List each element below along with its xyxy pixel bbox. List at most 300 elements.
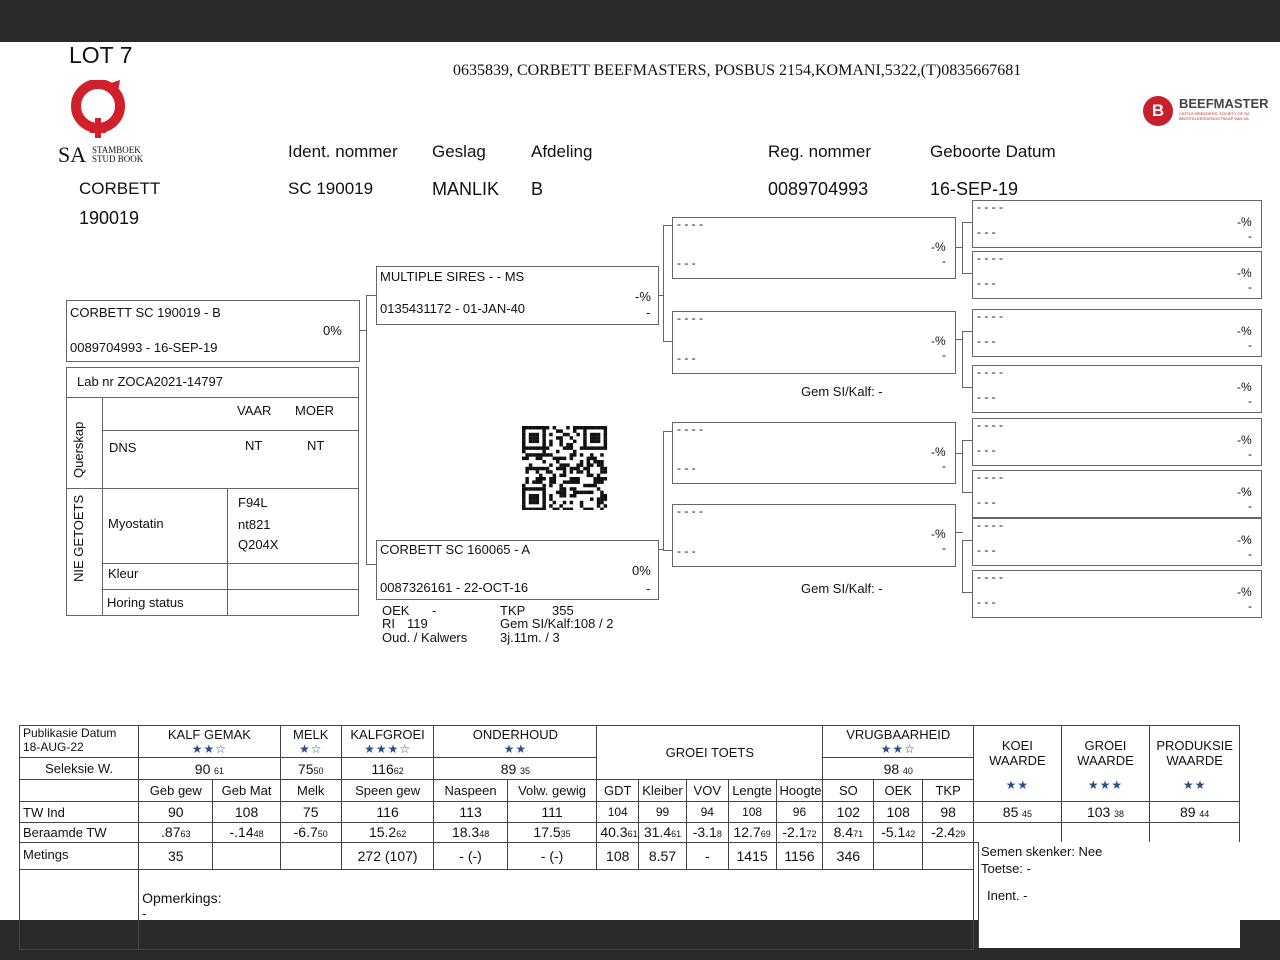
dam-dash: - <box>646 581 651 596</box>
placeholder-top: - - - - <box>677 422 703 436</box>
placeholder-bottom: - - - <box>977 276 996 290</box>
beraamde-value <box>280 823 341 842</box>
reg-value: 0089704993 <box>768 179 869 199</box>
column-header: VOV <box>686 780 728 802</box>
animal-name: CORBETT <box>79 179 161 198</box>
placeholder-bottom: - - - <box>977 543 996 557</box>
myostatin-label: Myostatin <box>108 516 164 531</box>
beraamde-value <box>213 823 280 842</box>
placeholder-bottom: - - - <box>977 595 996 609</box>
sel-vrug-value: 98 <box>883 760 900 777</box>
metings-value: 272 (107) <box>341 842 434 869</box>
column-header: Volw. gewig <box>507 780 597 802</box>
beraamde-number: 8.4 <box>833 824 854 841</box>
dam-ri-value: 119 <box>407 616 428 631</box>
stud-book-emblem-icon <box>68 80 132 140</box>
great-grandparent-box <box>972 518 1262 566</box>
sel-onderhoud-acc: 35 <box>519 765 530 776</box>
placeholder-top: - - - - <box>977 200 1003 214</box>
connector <box>962 492 972 493</box>
placeholder-bottom: - - - <box>977 390 996 404</box>
produksie-waarde-label: PRODUKSIE WAARDE <box>1156 738 1233 768</box>
beraamde-number: 15.2 <box>368 824 397 841</box>
great-grandparent-box <box>972 309 1262 357</box>
placeholder-dash: - <box>942 348 946 362</box>
stud-book-line2: STUD BOOK <box>92 154 144 164</box>
melk-stars: ★☆ <box>298 741 323 756</box>
dam-oek-value: - <box>432 603 437 618</box>
metings-value: 108 <box>597 842 639 869</box>
placeholder-top: - - - - <box>977 518 1003 532</box>
vrugbaarheid-header <box>823 726 974 758</box>
beraamde-acc: 8 <box>716 829 722 840</box>
placeholder-pct: -% <box>1237 380 1252 394</box>
tw-waarde-acc: 38 <box>1113 809 1124 820</box>
geboorte-label: Geboorte Datum <box>930 142 1056 161</box>
blank-cell <box>1150 823 1240 842</box>
beraamde-acc: 61 <box>627 829 638 840</box>
semen-info-panel <box>978 842 1240 948</box>
kalf-gemak-label: KALF GEMAK <box>167 726 251 742</box>
opmerkings-value: - <box>142 905 147 921</box>
connector <box>366 564 376 565</box>
kalf-gemak-header <box>139 726 281 758</box>
koei-waarde-label: KOEI WAARDE <box>989 738 1046 768</box>
metings-value <box>280 842 341 869</box>
metings-value: 8.57 <box>639 842 687 869</box>
placeholder-dash: - <box>1248 394 1252 408</box>
connector <box>962 592 972 593</box>
koei-stars: ★★ <box>1005 778 1030 792</box>
placeholder-bottom: - - - <box>977 495 996 509</box>
sel-kalf-gemak-value: 90 <box>194 760 211 777</box>
beraamde-value <box>874 823 923 842</box>
lab-number: Lab nr ZOCA2021-14797 <box>77 374 223 389</box>
myostatin-nt821: nt821 <box>238 517 271 532</box>
tw-ind-value: 116 <box>341 802 434 823</box>
column-header: Geb gew <box>139 780 213 802</box>
tw-ind-value: 108 <box>213 802 280 823</box>
tw-ind-value: 98 <box>923 802 974 823</box>
myostatin-f94l: F94L <box>238 495 268 510</box>
koei-waarde-header <box>974 726 1062 802</box>
sire-line2: 0135431172 - 01-JAN-40 <box>380 301 526 316</box>
placeholder-bottom: - - - <box>677 544 696 558</box>
tw-ind-value: 102 <box>823 802 874 823</box>
blank-cell <box>1061 823 1150 842</box>
subject-line1: CORBETT SC 190019 - B <box>70 305 221 320</box>
reg-label: Reg. nommer <box>768 142 871 161</box>
great-grandparent-box <box>972 200 1262 248</box>
placeholder-top: - - - - <box>977 418 1003 432</box>
afdeling-label: Afdeling <box>531 142 593 161</box>
placeholder-pct: -% <box>1237 215 1252 229</box>
metings-value: 346 <box>823 842 874 869</box>
tw-ind-value: 108 <box>728 802 776 823</box>
placeholder-bottom: - - - <box>977 443 996 457</box>
geslag-value: MANLIK <box>432 179 500 199</box>
sire-dash: - <box>646 305 651 320</box>
placeholder-dash: - <box>1248 280 1252 294</box>
blank-cell <box>20 869 139 949</box>
great-grandparent-box <box>972 251 1262 299</box>
geslag-label: Geslag <box>432 142 486 161</box>
grandparent-box <box>672 504 956 567</box>
tw-ind-value: 99 <box>639 802 687 823</box>
kalfgroei-stars: ★★★☆ <box>364 741 412 756</box>
beraamde-number: -2.1 <box>782 824 807 841</box>
placeholder-bottom: - - - <box>977 225 996 239</box>
column-header: OEK <box>874 780 923 802</box>
beraamde-value <box>507 823 597 842</box>
tw-waarde-value: 89 <box>1180 804 1196 821</box>
sel-kalfgroei-acc: 62 <box>393 765 404 776</box>
tw-ind-value: 104 <box>597 802 639 823</box>
metings-value: - (-) <box>507 842 597 869</box>
beraamde-value <box>597 823 639 842</box>
connector <box>663 341 672 342</box>
blank-cell <box>20 780 139 802</box>
sel-vrug-acc: 40 <box>902 765 913 776</box>
dns-moer: NT <box>307 438 325 453</box>
placeholder-dash: - <box>942 459 946 473</box>
beraamde-number: 18.3 <box>451 824 480 841</box>
connector <box>663 550 672 551</box>
kleur-label: Kleur <box>108 566 139 581</box>
metings-value <box>923 842 974 869</box>
dam-line1: CORBETT SC 160065 - A <box>380 542 531 557</box>
opmerkings-cell <box>139 869 974 949</box>
beraamde-acc: 63 <box>180 829 191 840</box>
tw-ind-value: 94 <box>686 802 728 823</box>
subject-pct: 0% <box>323 323 342 338</box>
pub-date-cell <box>20 726 139 758</box>
pub-date-value: 18-AUG-22 <box>23 740 84 754</box>
dns-label: DNS <box>109 440 137 455</box>
placeholder-top: - - - - <box>977 365 1003 379</box>
groei-waarde-header <box>1061 726 1150 802</box>
placeholder-pct: -% <box>1237 433 1252 447</box>
column-header: SO <box>823 780 874 802</box>
vrugbaarheid-stars: ★★☆ <box>880 741 916 756</box>
sire-pct: -% <box>635 289 651 304</box>
placeholder-pct: -% <box>931 334 946 348</box>
kalfgroei-header <box>341 726 434 758</box>
connector <box>962 222 972 223</box>
pub-date-label: Publikasie Datum <box>23 726 117 740</box>
metings-value <box>213 842 280 869</box>
inent: Inent. - <box>987 888 1028 903</box>
grandparent-box <box>672 422 956 484</box>
melk-header <box>280 726 341 758</box>
sel-onderhoud-value: 89 <box>500 760 517 777</box>
placeholder-bottom: - - - <box>677 256 696 270</box>
beraamde-acc: 48 <box>253 829 264 840</box>
divider <box>227 488 228 615</box>
dam-tkp-value: 355 <box>552 603 574 618</box>
tw-ind-value: 75 <box>280 802 341 823</box>
connector <box>962 440 972 441</box>
ident-value: SC 190019 <box>288 179 374 198</box>
placeholder-pct: -% <box>931 445 946 459</box>
blank-cell <box>974 823 1062 842</box>
beraamde-number: 40.3 <box>600 824 628 841</box>
metings-value: 1156 <box>776 842 823 869</box>
pedigree-sire-box <box>376 266 659 325</box>
breeder-header: 0635839, CORBETT BEEFMASTERS, POSBUS 2154,KOMANI,5322,(T)0835667681 <box>453 62 1022 79</box>
beraamde-acc: 42 <box>905 829 916 840</box>
beraamde-acc: 72 <box>806 829 817 840</box>
placeholder-dash: - <box>1248 499 1252 513</box>
semen-donor: Semen skenker: Nee <box>981 844 1103 859</box>
placeholder-pct: -% <box>1237 324 1252 338</box>
beraamde-number: -6.7 <box>293 824 318 841</box>
myostatin-q204x: Q204X <box>238 537 279 552</box>
connector <box>663 225 664 342</box>
lot-label: LOT 7 <box>69 42 133 68</box>
metings-value: 1415 <box>728 842 776 869</box>
kalfgroei-label: KALFGROEI <box>350 726 425 742</box>
connector <box>962 540 963 592</box>
groei-stars: ★★★ <box>1087 778 1124 792</box>
tw-waarde-acc: 44 <box>1199 809 1210 820</box>
connector <box>962 273 972 274</box>
placeholder-top: - - - - <box>977 251 1003 265</box>
dam-side-gem-si: Gem SI/Kalf: - <box>801 581 883 596</box>
beraamde-number: -3.1 <box>692 824 717 841</box>
beraamde-number: 17.5 <box>533 824 561 841</box>
placeholder-dash: - <box>1248 547 1252 561</box>
placeholder-top: - - - - <box>977 309 1003 323</box>
great-grandparent-box <box>972 470 1262 518</box>
metings-value: 35 <box>139 842 213 869</box>
column-header: TKP <box>923 780 974 802</box>
column-header: Speen gew <box>341 780 434 802</box>
tw-ind-value: 90 <box>139 802 213 823</box>
great-grandparent-box <box>972 418 1262 466</box>
placeholder-bottom: - - - <box>977 334 996 348</box>
ident-label: Ident. nommer <box>288 142 398 161</box>
sel-melk <box>280 758 341 780</box>
tw-ind-groei-waarde <box>1061 802 1150 823</box>
stud-book-line1: STAMBOEK <box>92 145 141 155</box>
beraamde-value <box>686 823 728 842</box>
connector <box>366 295 376 296</box>
placeholder-dash: - <box>1248 229 1252 243</box>
sire-side-gem-si: Gem SI/Kalf: - <box>801 384 883 399</box>
placeholder-bottom: - - - <box>677 461 696 475</box>
beraamde-acc: 69 <box>760 829 771 840</box>
stud-book-logo <box>68 80 132 145</box>
placeholder-top: - - - - <box>677 504 703 518</box>
placeholder-dash: - <box>1248 338 1252 352</box>
tw-ind-label: TW Ind <box>20 802 139 823</box>
connector <box>955 532 963 533</box>
placeholder-dash: - <box>942 254 946 268</box>
toetse: Toetse: - <box>981 861 1031 876</box>
beraamde-value <box>639 823 687 842</box>
placeholder-dash: - <box>942 541 946 555</box>
beraamde-acc: 62 <box>396 829 407 840</box>
sel-melk-acc: 50 <box>313 765 324 776</box>
not-tested-vertical-label: NIE GETOETS <box>71 494 86 582</box>
placeholder-pct: -% <box>931 240 946 254</box>
certificate-page <box>0 42 1280 920</box>
seleksie-label: Seleksie W. <box>20 758 139 780</box>
column-header: GDT <box>597 780 639 802</box>
divider <box>102 430 358 431</box>
beraamde-value <box>776 823 823 842</box>
subject-line2: 0089704993 - 16-SEP-19 <box>70 340 218 355</box>
dam-oud-value: 3j.11m. / 3 <box>500 630 560 645</box>
placeholder-pct: -% <box>1237 485 1252 499</box>
qr-code <box>522 426 610 515</box>
sel-melk-value: 75 <box>297 760 314 777</box>
metings-label: Metings <box>20 842 139 869</box>
great-grandparent-box <box>972 365 1262 413</box>
beraamde-value <box>434 823 507 842</box>
sel-kalf-gemak <box>139 758 281 780</box>
lab-results-box <box>66 367 359 616</box>
connector <box>962 331 963 387</box>
geboorte-value: 16-SEP-19 <box>930 179 1019 199</box>
dam-oek-label: OEK <box>382 603 410 618</box>
tw-waarde-value: 85 <box>1002 804 1019 821</box>
tw-ind-value: 113 <box>434 802 507 823</box>
beraamde-number: -2.4 <box>931 824 956 841</box>
beraamde-value <box>728 823 776 842</box>
sel-kalfgroei <box>341 758 434 780</box>
divider <box>67 397 358 398</box>
beraamde-acc: 35 <box>560 829 571 840</box>
dam-gem-si: Gem SI/Kalf:108 / 2 <box>500 616 614 631</box>
column-header: Melk <box>280 780 341 802</box>
great-grandparent-box <box>972 570 1262 618</box>
lab-vaar-header: VAAR <box>237 403 272 418</box>
placeholder-top: - - - - <box>977 570 1003 584</box>
kalf-gemak-stars: ★★☆ <box>191 741 228 756</box>
placeholder-pct: -% <box>1237 533 1252 547</box>
connector <box>962 222 963 273</box>
placeholder-bottom: - - - <box>677 351 696 365</box>
beraamde-acc: 48 <box>479 829 490 840</box>
placeholder-dash: - <box>1248 599 1252 613</box>
dam-pct: 0% <box>632 563 651 578</box>
melk-label: MELK <box>293 726 329 742</box>
connector <box>962 540 972 541</box>
metings-value <box>874 842 923 869</box>
sel-vrug <box>823 758 974 780</box>
beraamde-number: 12.7 <box>733 824 761 841</box>
horing-label: Horing status <box>107 595 184 610</box>
opmerkings-label: Opmerkings: <box>142 889 222 906</box>
metings-value: - (-) <box>434 842 507 869</box>
beraamde-value <box>923 823 974 842</box>
connector <box>663 431 664 551</box>
sel-onderhoud <box>434 758 597 780</box>
beraamde-label: Beraamde TW <box>20 823 139 842</box>
placeholder-top: - - - - <box>677 311 703 325</box>
connector <box>663 431 672 432</box>
grandparent-box <box>672 217 956 279</box>
beraamde-value <box>341 823 434 842</box>
beefmaster-sub1: CATTLE BREEDERS' SOCIETY OF SA <box>1179 111 1250 116</box>
dam-oud-label: Oud. / Kalwers <box>382 630 468 645</box>
placeholder-dash: - <box>1248 447 1252 461</box>
placeholder-top: - - - - <box>677 217 703 231</box>
pedigree-dam-box <box>376 540 659 600</box>
tw-ind-koei-waarde <box>974 802 1062 823</box>
column-header: Naspeen <box>434 780 507 802</box>
tw-ind-value: 108 <box>874 802 923 823</box>
connector <box>962 387 972 388</box>
produksie-stars: ★★ <box>1182 778 1207 792</box>
column-header: Lengte <box>728 780 776 802</box>
tw-waarde-value: 103 <box>1086 804 1111 821</box>
beefmaster-icon: B <box>1143 96 1173 126</box>
beraamde-number: .87 <box>161 824 181 841</box>
connector <box>663 225 672 226</box>
dam-tkp-label: TKP <box>500 603 526 618</box>
divider <box>102 589 358 590</box>
animal-number: 190019 <box>79 208 140 228</box>
connector <box>366 295 367 565</box>
beraamde-number: 31.4 <box>643 824 672 841</box>
onderhoud-stars: ★★ <box>503 741 528 756</box>
tw-ind-value: 96 <box>776 802 823 823</box>
sel-kalf-gemak-acc: 61 <box>213 765 224 776</box>
pedigree-subject-box <box>66 300 360 362</box>
beraamde-number: -.14 <box>229 824 254 841</box>
dam-line2: 0087326161 - 22-OCT-16 <box>380 580 529 595</box>
lab-moer-header: MOER <box>295 403 334 418</box>
beraamde-acc: 50 <box>317 829 328 840</box>
divider <box>102 563 358 564</box>
placeholder-top: - - - - <box>977 470 1003 484</box>
afdeling-value: B <box>531 179 544 199</box>
stud-book-sa: SA <box>58 142 87 167</box>
connector <box>962 331 972 332</box>
produksie-waarde-header <box>1150 726 1240 802</box>
beefmaster-sub2: BEESTELEERGENOOTSKAP VAN SA <box>1179 116 1249 121</box>
groei-toets-header: GROEI TOETS <box>597 726 823 780</box>
tw-waarde-acc: 45 <box>1021 809 1032 820</box>
groei-waarde-label: GROEI WAARDE <box>1077 738 1134 768</box>
column-header: Hoogte <box>776 780 823 802</box>
sel-kalfgroei-value: 116 <box>371 760 394 777</box>
sire-line1: MULTIPLE SIRES - - MS <box>380 269 525 284</box>
parentage-vertical-label: Querskap <box>71 421 86 478</box>
beraamde-value <box>139 823 213 842</box>
beefmaster-name: BEEFMASTER <box>1179 96 1269 111</box>
beraamde-acc: 71 <box>853 829 864 840</box>
beraamde-acc: 29 <box>955 829 966 840</box>
beraamde-value <box>823 823 874 842</box>
metings-value: - <box>686 842 728 869</box>
dns-vaar: NT <box>245 438 263 453</box>
tw-ind-value: 111 <box>507 802 597 823</box>
divider <box>67 488 358 489</box>
qr-code-icon <box>522 426 610 510</box>
vrugbaarheid-label: VRUGBAARHEID <box>846 726 951 742</box>
column-header: Kleiber <box>639 780 687 802</box>
beraamde-acc: 61 <box>671 829 682 840</box>
placeholder-pct: -% <box>931 527 946 541</box>
onderhoud-label: ONDERHOUD <box>472 726 558 742</box>
grandparent-box <box>672 311 956 374</box>
connector <box>962 440 963 492</box>
onderhoud-header <box>434 726 597 758</box>
